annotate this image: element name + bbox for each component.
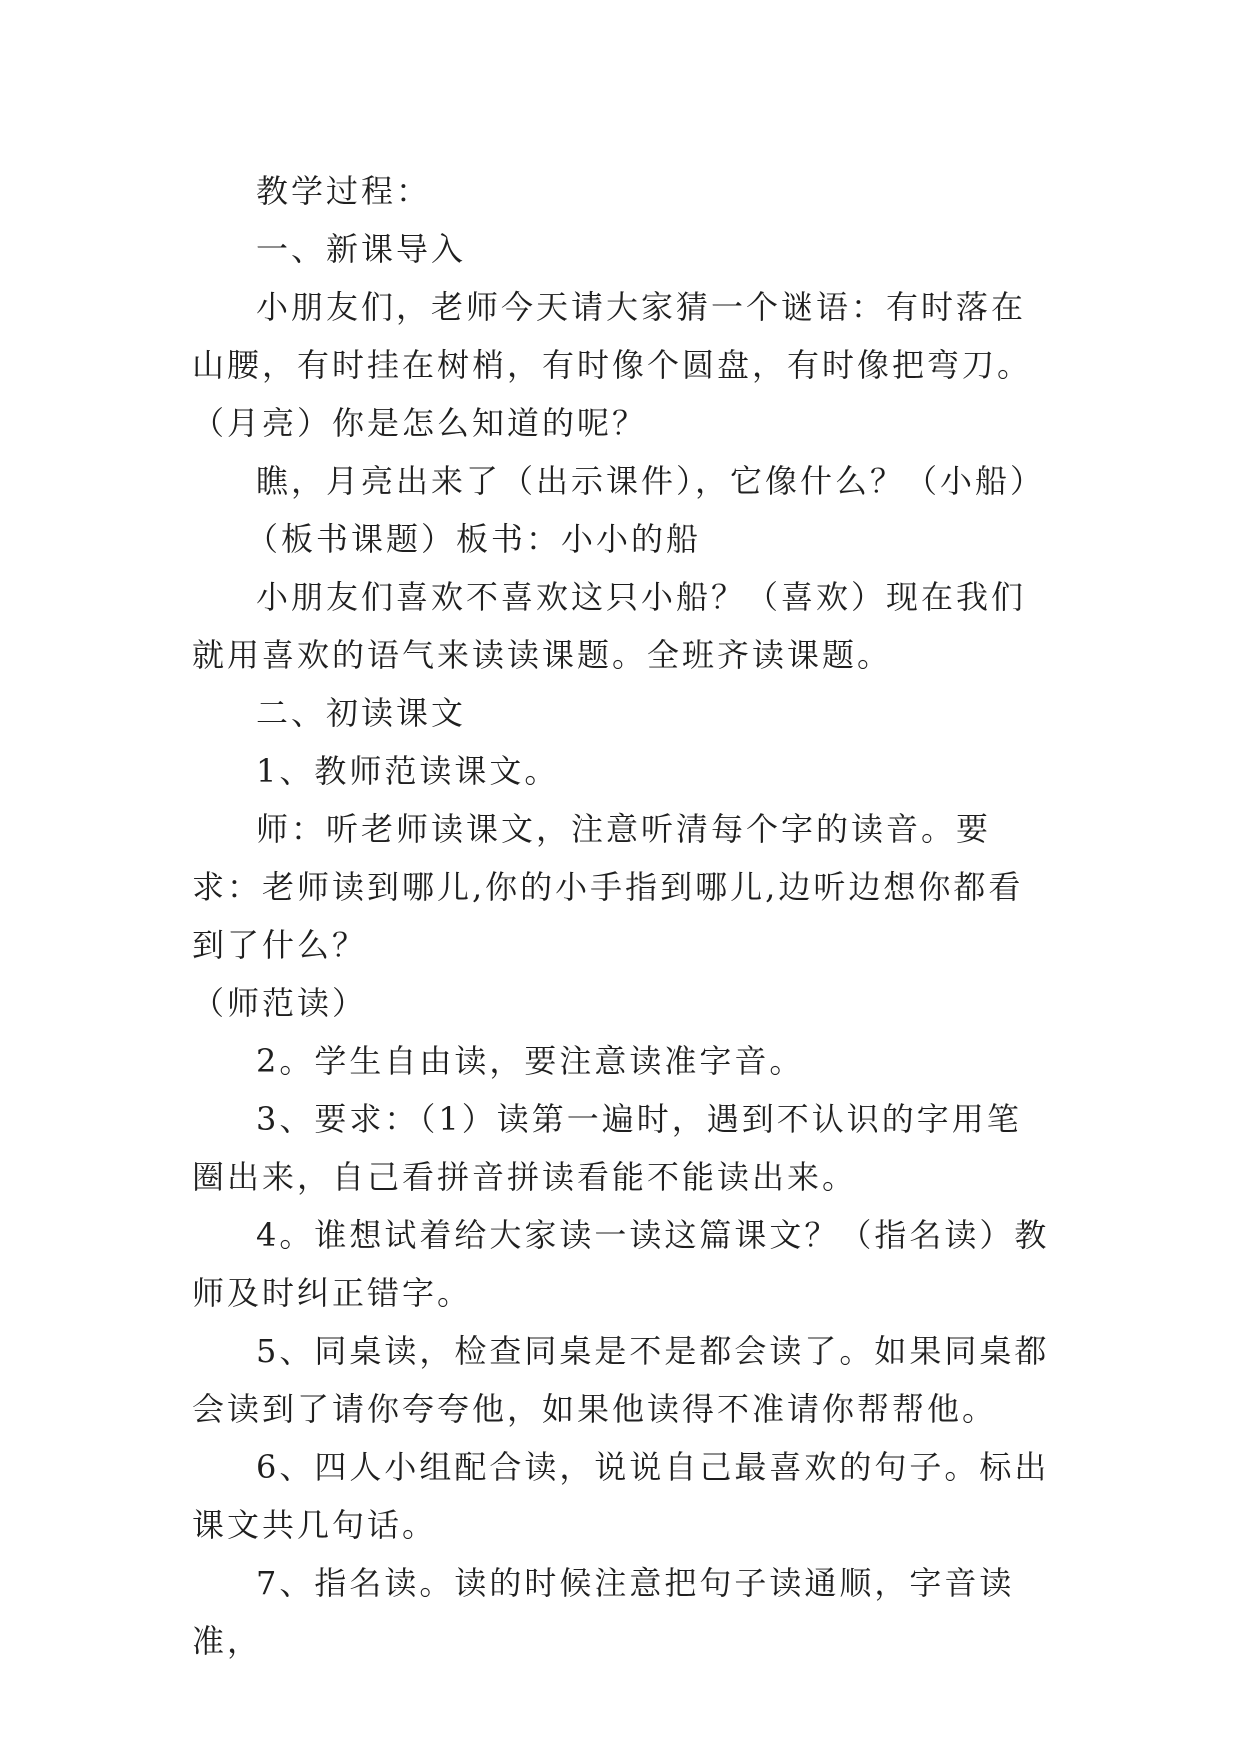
- list-item-step-6: 6、四人小组配合读，说说自己最喜欢的句子。标出课文共几句话。: [192, 1448, 1050, 1544]
- section-heading-new-lesson: 一、新课导入: [256, 230, 467, 268]
- paragraph-moon: 瞧，月亮出来了（出示课件），它像什么？（小船）: [256, 462, 1046, 500]
- list-item-step-7: 7、指名读。读的时候注意把句子读通顺，字音读准，: [192, 1564, 1015, 1660]
- paragraph-board-title: （板书课题）板书：小小的船: [246, 520, 702, 558]
- list-item-step-4: 4。谁想试着给大家读一读这篇课文？（指名读）教师及时纠正错字。: [192, 1216, 1050, 1312]
- paragraph-teacher-demo: （师范读）: [192, 984, 368, 1022]
- list-item-step-1: 1、教师范读课文。: [256, 752, 560, 790]
- document-body: [192, 162, 1052, 1670]
- paragraph-teacher-reads: 师：听老师读课文，注意听清每个字的读音。要求：老师读到哪儿,你的小手指到哪儿,边听边想你都看到了什么？: [192, 810, 1024, 964]
- process-heading: 教学过程：: [256, 172, 432, 210]
- list-item-step-5: 5、同桌读，检查同桌是不是都会读了。如果同桌都会读到了请你夸夸他，如果他读得不准请你帮帮他。: [192, 1332, 1050, 1428]
- list-item-step-2: 2。学生自由读，要注意读准字音。: [256, 1042, 805, 1080]
- paragraph-riddle: 小朋友们，老师今天请大家猜一个谜语：有时落在山腰，有时挂在树梢，有时像个圆盘，有时像把弯刀。（月亮）你是怎么知道的呢？: [192, 288, 1033, 442]
- section-heading-first-reading: 二、初读课文: [256, 694, 467, 732]
- paragraph-like-boat: 小朋友们喜欢不喜欢这只小船？（喜欢）现在我们就用喜欢的语气来读读课题。全班齐读课题。: [192, 578, 1027, 674]
- list-item-step-3: 3、要求：（1）读第一遍时，遇到不认识的字用笔圈出来，自己看拼音拼读看能不能读出来。: [192, 1100, 1022, 1196]
